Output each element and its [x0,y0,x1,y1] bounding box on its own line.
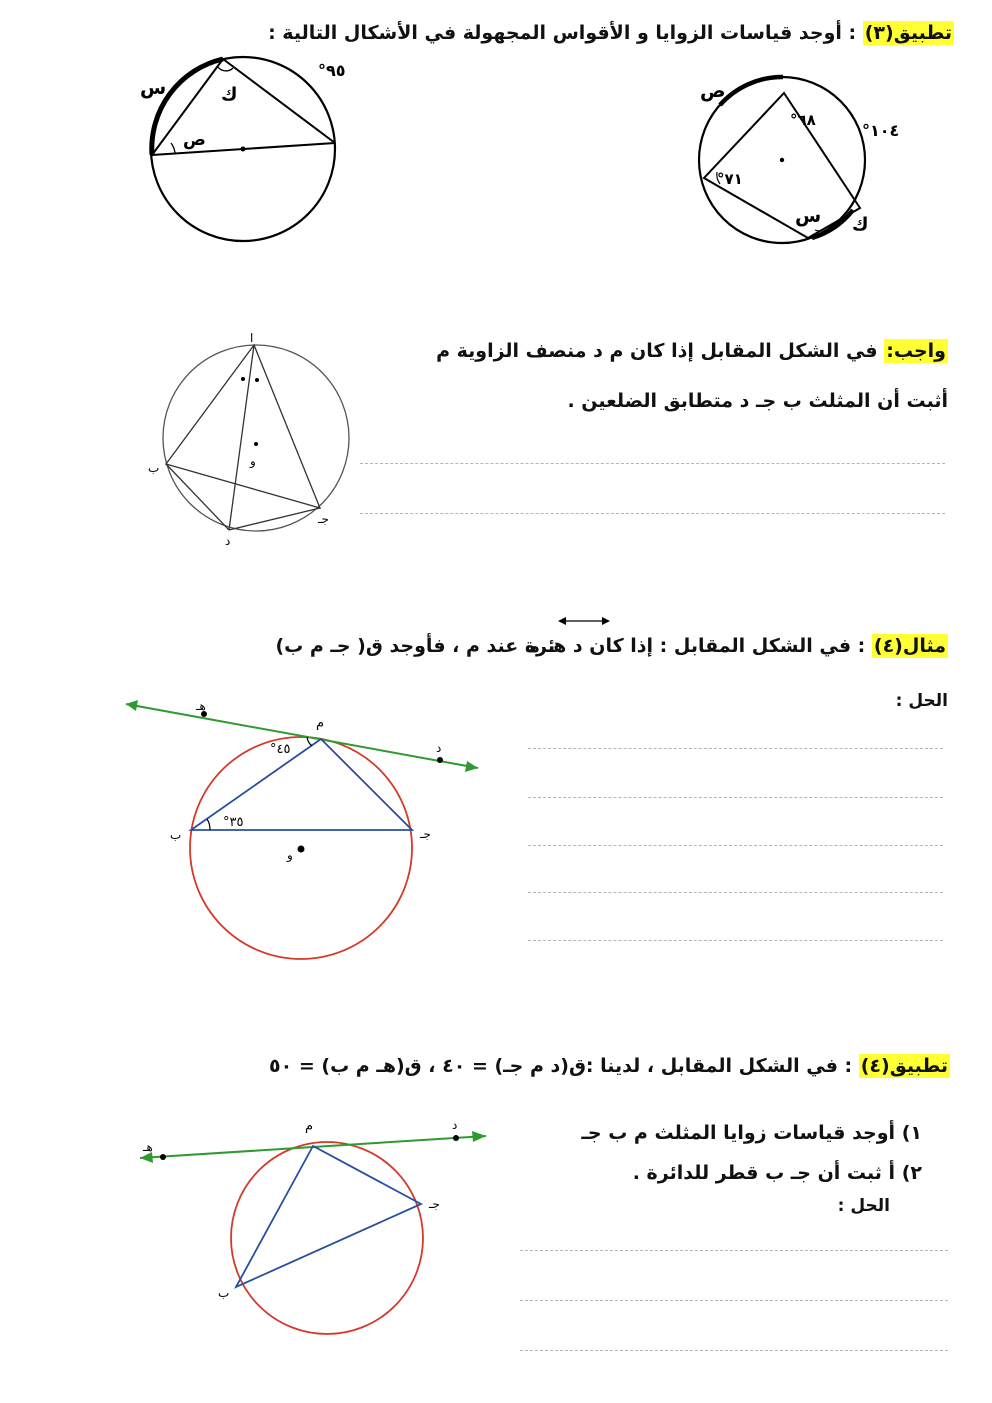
label-j: جـ [318,512,329,526]
label-j: جـ [420,827,431,841]
label-d: د [436,741,442,755]
app4-q2-text: أ ثبت أن جـ ب قطر للدائرة . [632,1162,896,1184]
homework-tag: واجب: [886,340,946,362]
app4-heading [269,1055,950,1077]
homework-text1: في الشكل المقابل إذا كان ﻡ د منصف الزاوية ﻡ [436,340,878,362]
label-d: د [225,534,231,548]
label-o: و [287,848,293,862]
answer-line[interactable] [528,892,943,893]
homework-line2 [567,390,948,412]
answer-line[interactable] [360,513,945,514]
app4-figure [140,1118,486,1334]
app4-text: : في الشكل المقابل ، لدينا :ﻕ(د ﻡ جـ) = ٤٠ ، ﻕ(هـ ﻡ ب) = ٥٠ [269,1055,853,1077]
answer-line[interactable] [528,940,943,941]
angle-arc [218,67,233,71]
label-b: ب [148,461,160,475]
answer-line[interactable] [520,1300,948,1301]
label-45: °٤٥ [270,742,291,757]
dot [241,377,245,381]
app4-q1-text: أوجد قياسات زوايا المثلث ﻡ ب جـ [581,1122,896,1144]
circle [163,345,349,531]
example4-heading [528,635,948,657]
label-b: ب [218,1286,230,1300]
example4-heading-end [275,635,555,657]
label-s: س [795,205,822,227]
label-k: ك [221,84,238,105]
segment [229,508,320,530]
arrow-right [472,1131,486,1142]
answer-line[interactable] [520,1350,948,1351]
app4-q1-num: ١) [901,1122,922,1144]
angle-arc [171,143,175,153]
app4-solution-label: الحل : [837,1196,890,1216]
homework-line1 [436,340,948,362]
center-dot [780,158,784,162]
center-dot [241,147,246,152]
example4-text-end: ئرة عند ﻡ ، فأوجد ﻕ( جـ ﻡ ب) [275,635,555,657]
answer-line[interactable] [520,1250,948,1251]
arrow-left [126,700,138,711]
label-68: °٦٨ [790,111,816,129]
tangent-line [126,704,478,768]
label-m: ﻡ [316,716,325,731]
label-s: س [140,77,167,99]
app4-q2-num: ٢) [901,1162,922,1184]
answer-line[interactable] [528,845,943,846]
label-d: د [452,1118,458,1132]
quadrilateral [704,93,860,238]
arrow-head [602,617,610,625]
app4-tag: تطبيق(٤) [860,1055,948,1077]
line-notation-arrow [558,617,610,625]
answer-line[interactable] [528,748,943,749]
label-k: ك [852,214,869,235]
label-j: جـ [429,1197,440,1211]
dot-d [437,757,443,763]
triangle [236,1146,421,1287]
angle-arc [815,230,823,231]
dot-d [453,1135,459,1141]
label-m: ﻡ [305,1119,314,1134]
arrow-right [465,761,478,772]
example4-text: : في الشكل المقابل : إذا كان د هـ ﻣ [528,635,866,657]
app4-q1 [581,1122,922,1144]
center-dot [254,442,258,446]
label-h: هـ [143,1140,153,1154]
label-sad: ص [700,80,726,102]
circle [231,1142,423,1334]
label-35: °٣٥ [223,815,244,830]
homework-figure [148,331,349,548]
label-b: ب [170,828,182,842]
dot-h [160,1154,166,1160]
answer-line[interactable] [360,463,945,464]
label-a: ا [250,331,254,345]
segment [166,464,229,530]
label-o: و [250,454,256,468]
example4-solution-label: الحل : [895,691,948,711]
center-dot [298,846,305,853]
label-sad: ص [183,130,206,150]
app3-left-figure [140,57,346,241]
label-95: °٩٥ [318,61,346,80]
example4-tag: مثال(٤) [873,635,946,657]
angle-arc [207,819,210,830]
bold-arc [720,77,783,105]
label-h: هـ [196,699,206,713]
arrow-head [558,617,566,625]
app4-q2 [633,1162,922,1184]
label-104: °١٠٤ [862,121,900,140]
example4-figure [126,699,478,959]
app3-text: : أوجد قياسات الزوايا و الأقواس المجهولة في الأشكال التالية : [268,22,857,44]
dot [255,378,259,382]
app3-tag: تطبيق(٣) [864,22,952,44]
app3-right-figure [699,77,899,243]
homework-text2: أثبت أن المثلث ب جـ د متطابق الضلعين . [567,390,948,412]
label-71: °٧١ [717,170,743,188]
answer-line[interactable] [528,797,943,798]
